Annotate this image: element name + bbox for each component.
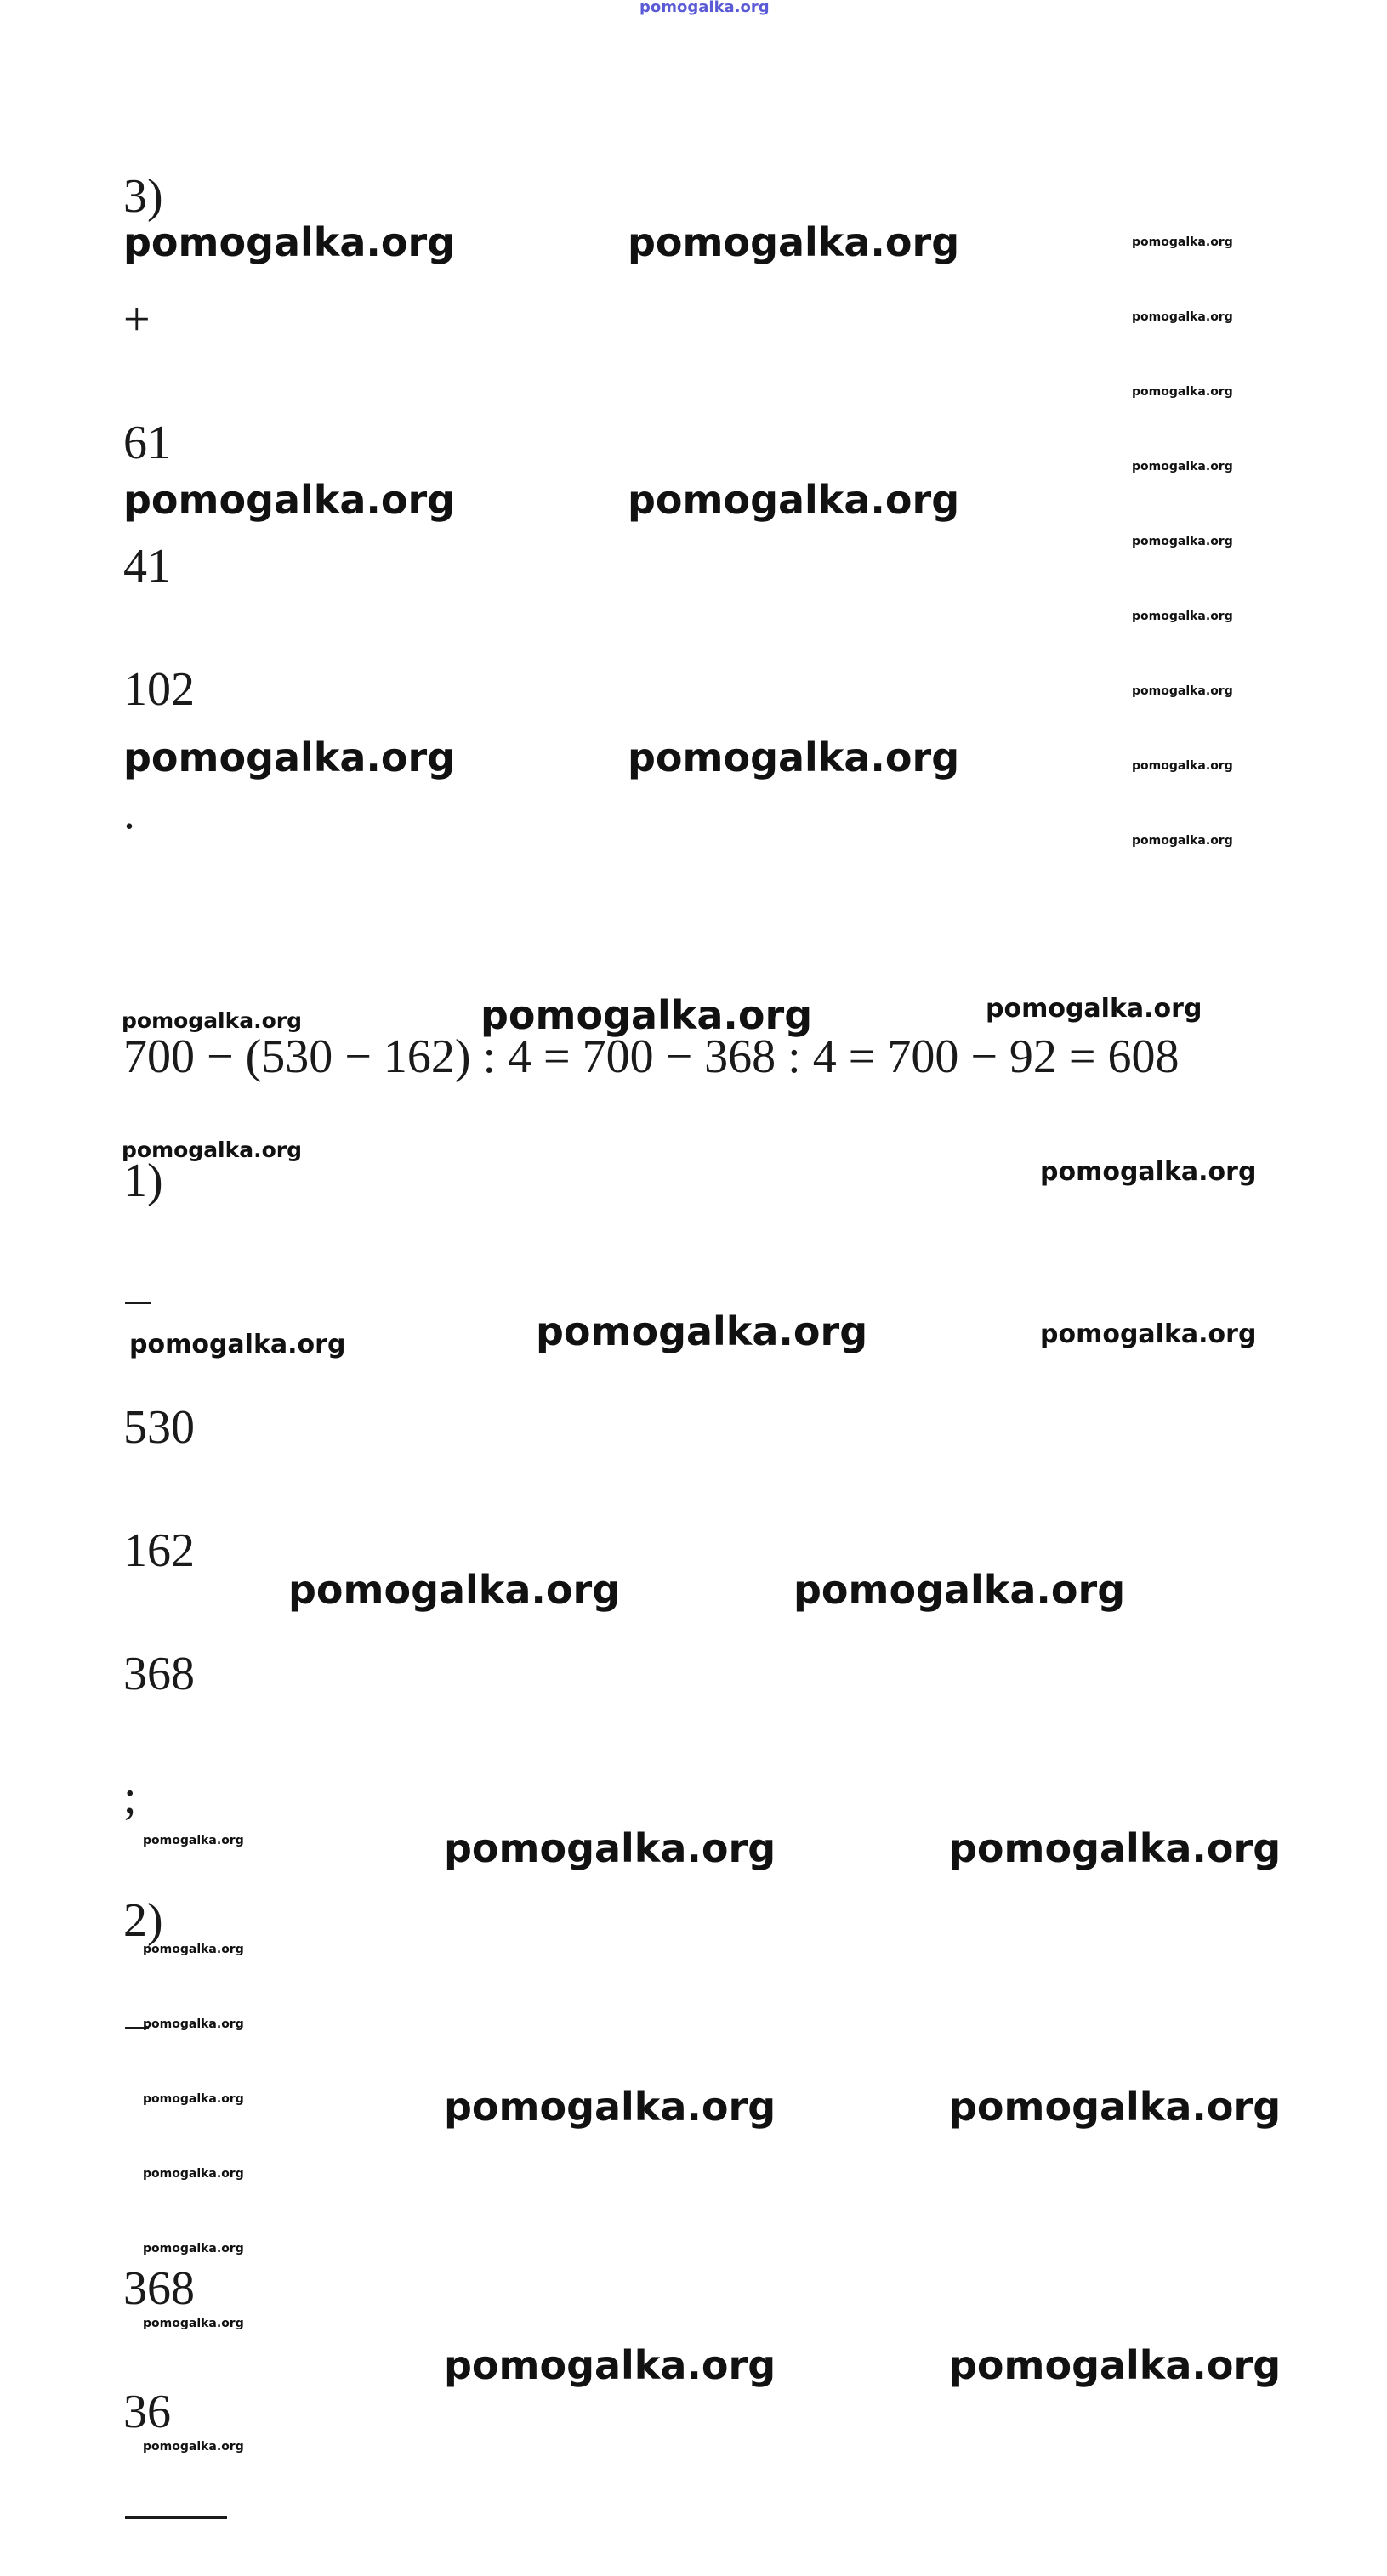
watermark-text: pomogalka.org [480, 992, 813, 1038]
step3-operand1: 61 [123, 417, 171, 469]
watermark-text: pomogalka.org [143, 1834, 244, 1847]
watermark-text: pomogalka.org [122, 1008, 303, 1033]
watermark-text: pomogalka.org [1040, 1157, 1257, 1187]
watermark-text: pomogalka.org [143, 2167, 244, 2181]
site-link[interactable]: pomogalka.org [639, 0, 770, 16]
step3-label: 3) [123, 170, 163, 223]
watermark-text: pomogalka.org [1132, 385, 1233, 399]
step2-partial: 36 [123, 2386, 171, 2438]
watermark-text: pomogalka.org [1132, 834, 1233, 848]
watermark-text: pomogalka.org [288, 1567, 621, 1613]
watermark-text: pomogalka.org [1040, 1319, 1257, 1349]
watermark-text: pomogalka.org [628, 219, 960, 265]
step2-dividend: 368 [123, 2262, 195, 2315]
watermark-text: pomogalka.org [1132, 610, 1233, 623]
watermark-text: pomogalka.org [628, 477, 960, 523]
watermark-text: pomogalka.org [444, 2084, 776, 2130]
watermark-text: pomogalka.org [122, 1138, 303, 1162]
watermark-text: pomogalka.org [123, 219, 456, 265]
step1-operand1: 530 [123, 1401, 195, 1454]
step1-result: 368 [123, 1648, 195, 1700]
watermark-text: pomogalka.org [143, 2017, 244, 2031]
step3-result: 102 [123, 663, 195, 716]
watermark-text: pomogalka.org [793, 1567, 1126, 1613]
watermark-text: pomogalka.org [1132, 535, 1233, 548]
main-expression: 700 − (530 − 162) : 4 = 700 − 368 : 4 = 700 − 92 = 608 [123, 1030, 1180, 1083]
watermark-text: pomogalka.org [949, 1825, 1282, 1871]
step2-division-line [125, 2516, 227, 2519]
watermark-text: pomogalka.org [536, 1308, 868, 1354]
watermark-text: pomogalka.org [123, 735, 456, 780]
step1-operator [125, 1302, 151, 1304]
watermark-text: pomogalka.org [986, 994, 1202, 1024]
watermark-text: pomogalka.org [1132, 684, 1233, 698]
watermark-text: pomogalka.org [444, 2342, 776, 2388]
watermark-text: pomogalka.org [1132, 759, 1233, 773]
watermark-text: pomogalka.org [949, 2342, 1282, 2388]
step3-operator: + [123, 293, 151, 346]
watermark-text: pomogalka.org [143, 1943, 244, 1956]
watermark-text: pomogalka.org [1132, 235, 1233, 249]
watermark-text: pomogalka.org [949, 2084, 1282, 2130]
watermark-text: pomogalka.org [129, 1330, 346, 1359]
watermark-text: pomogalka.org [143, 2092, 244, 2106]
step2-label: 2) [123, 1894, 163, 1947]
step3-dot: . [123, 786, 135, 839]
watermark-text: pomogalka.org [143, 2242, 244, 2255]
step3-operand2: 41 [123, 540, 171, 593]
watermark-text: pomogalka.org [143, 2317, 244, 2330]
watermark-text: pomogalka.org [444, 1825, 776, 1871]
step1-operand2: 162 [123, 1524, 195, 1577]
step1-separator: ; [123, 1771, 137, 1824]
step1-label: 1) [123, 1155, 163, 1207]
watermark-text: pomogalka.org [1132, 460, 1233, 474]
watermark-text: pomogalka.org [1132, 310, 1233, 324]
watermark-text: pomogalka.org [143, 2440, 244, 2454]
watermark-text: pomogalka.org [123, 477, 456, 523]
watermark-text: pomogalka.org [628, 735, 960, 780]
